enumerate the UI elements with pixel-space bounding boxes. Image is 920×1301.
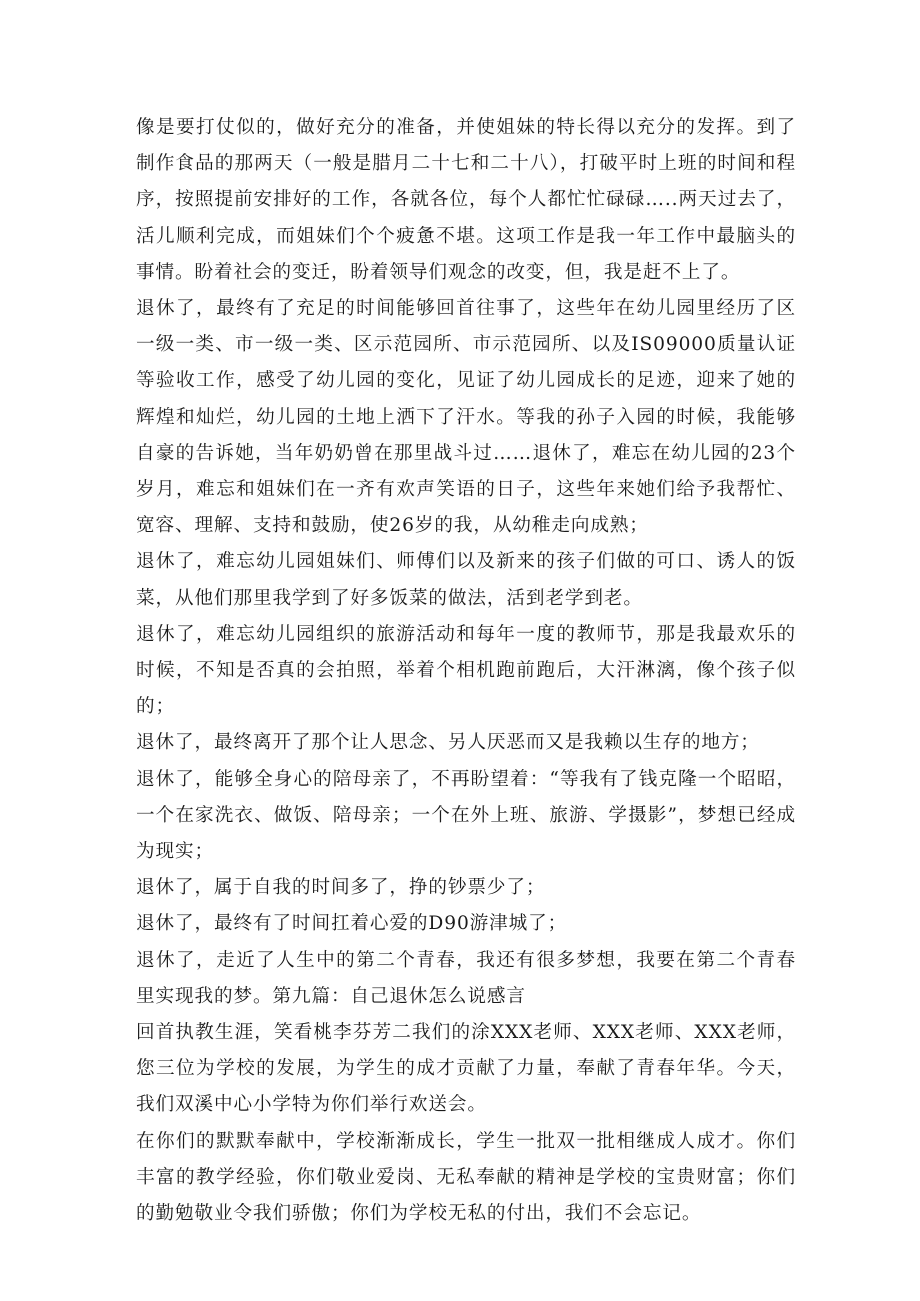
paragraph-2: 退休了，最终有了充足的时间能够回首往事了，这些年在幼儿园里经历了区一级一类、市一级一类、区示范园所、市示范园所、以及IS09000质量认证等验收工作，感受了幼儿园的变化，见证了幼儿园成长的足迹，迎来了她的辉煌和灿烂，幼儿园的土地上洒下了汗水。等我的孙子入园的时候，我能够自豪的告诉她，当年奶奶曾在那里战斗过……退休了，难忘在幼儿园的23个岁月，难忘和姐妹们在一齐有欢声笑语的日子，这些年来她们给予我帮忙、宽容、理解、支持和鼓励，使26岁的我，从幼稚走向成熟； — [136, 298, 796, 537]
paragraph-10: 回首执教生涯，笑看桃李芬芳二我们的涂XXX老师、XXX老师、XXX老师，您三位为学校的发展，为学生的成才贡献了力量，奉献了青春年华。今天，我们双溪中心小学特为你们举行欢送会。 — [136, 1022, 796, 1116]
paragraph-8: 退休了，最终有了时间扛着心爱的D90游津城了； — [136, 913, 568, 935]
paragraph-11: 在你们的默默奉献中，学校渐渐成长，学生一批双一批相继成人成才。你们丰富的教学经验，你们敬业爱岗、无私奉献的精神是学校的宝贵财富；你们的勤勉敬业令我们骄傲；你们为学校无私的付出，我们不会忘记。 — [136, 1130, 796, 1225]
paragraph-9: 退休了，走近了人生中的第二个青春，我还有很多梦想，我要在第二个青春里实现我的梦。第九篇：自己退休怎么说感言 — [136, 949, 796, 1007]
paragraph-7: 退休了，属于自我的时间多了，挣的钞票少了； — [136, 877, 546, 899]
paragraph-4: 退休了，难忘幼儿园组织的旅游活动和每年一度的教师节，那是我最欢乐的时候，不知是否真的会拍照，举着个相机跑前跑后，大汗淋漓，像个孩子似的； — [136, 623, 796, 718]
paragraph-1: 像是要打仗似的，做好充分的准备，并使姐妹的特长得以充分的发挥。到了制作食品的那两天（一般是腊月二十七和二十八），打破平时上班的时间和程序，按照提前安排好的工作，各就各位，每个人都忙忙碌碌…..两天过去了，活儿顺利完成，而姐妹们个个疲惫不堪。这项工作是我一年工作中最脑头的事情。盼着社会的变迁，盼着领导们观念的改变，但，我是赶不上了。 — [136, 117, 796, 283]
paragraph-3: 退休了，难忘幼儿园姐妹们、师傅们以及新来的孩子们做的可口、诱人的饭菜，从他们那里我学到了好多饭菜的做法，活到老学到老。 — [136, 551, 796, 609]
paragraph-5: 退休了，最终离开了那个让人思念、另人厌恶而又是我赖以生存的地方； — [136, 732, 760, 754]
paragraph-6: 退休了，能够全身心的陪母亲了，不再盼望着：“等我有了钱克隆一个昭昭，一个在家洗衣、做饭、陪母亲；一个在外上班、旅游、学摄影”，梦想已经成为现实； — [136, 768, 796, 863]
document-body — [136, 110, 796, 1232]
